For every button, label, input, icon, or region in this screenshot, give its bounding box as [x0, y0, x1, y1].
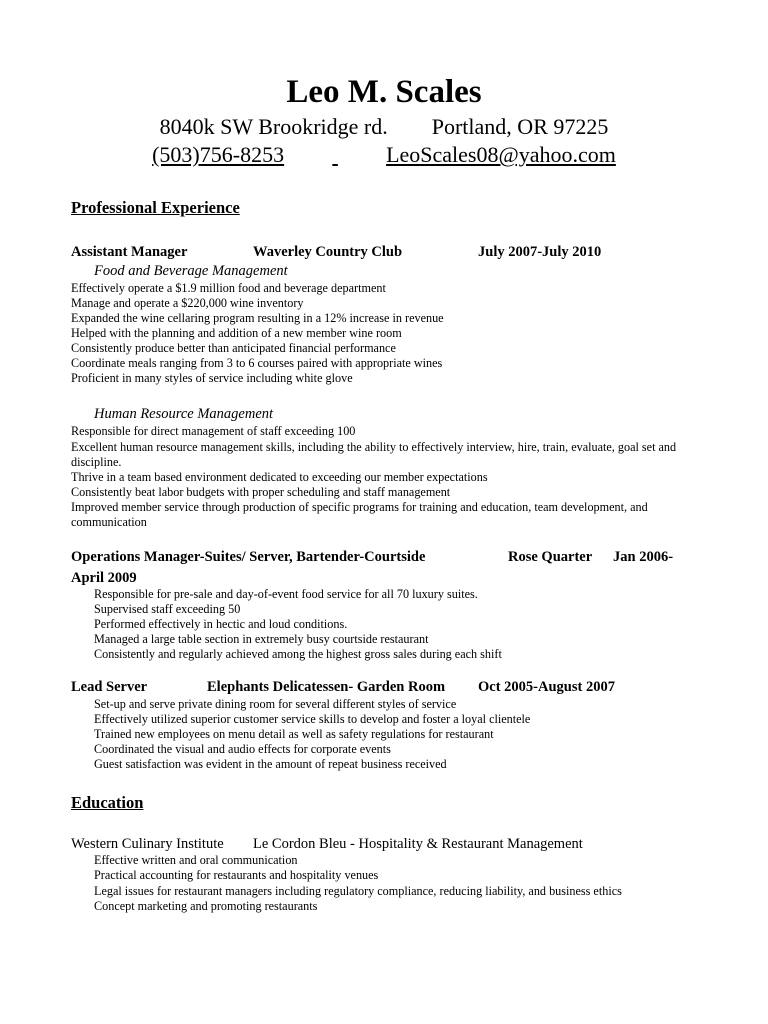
list-item: Responsible for direct management of staff exceeding 100	[71, 424, 356, 438]
list-item: Proficient in many styles of service including white glove	[71, 371, 353, 385]
list-item: Guest satisfaction was evident in the amount of repeat business received	[94, 757, 447, 771]
list-item: Consistently beat labor budgets with proper scheduling and staff management	[71, 485, 451, 499]
street-address: 8040k SW Brookridge rd.	[159, 114, 388, 139]
candidate-name: Leo M. Scales	[286, 74, 482, 110]
list-item: Consistently and regularly achieved among the highest gross sales during each shift	[94, 647, 502, 661]
job3-org: Elephants Delicatessen- Garden Room	[207, 679, 446, 695]
list-item: Managed a large table section in extremely busy courtside restaurant	[94, 632, 429, 646]
job1-subheading-fnb: Food and Beverage Management	[94, 263, 288, 279]
address-line	[0, 114, 768, 140]
job2-dates-end: April 2009	[71, 570, 137, 586]
education-school: Western Culinary Institute	[71, 836, 224, 852]
education-program: Le Cordon Bleu - Hospitality & Restaurant Management	[253, 836, 583, 852]
list-item: Trained new employees on menu detail as well as safety regulations for restaurant	[94, 727, 494, 741]
list-item: Thrive in a team based environment dedicated to exceeding our member expectations	[71, 470, 488, 484]
job1-subheading-hr: Human Resource Management	[94, 406, 274, 422]
job1-org: Waverley Country Club	[253, 244, 403, 260]
list-item: Effectively utilized superior customer service skills to develop and foster a loyal clientele	[94, 712, 531, 726]
list-item: Coordinate meals ranging from 3 to 6 courses paired with appropriate wines	[71, 356, 443, 370]
list-item: Legal issues for restaurant managers including regulatory compliance, reducing liability, and business ethics	[94, 884, 622, 898]
job2-org: Rose Quarter	[508, 549, 593, 565]
email-address: LeoScales08@yahoo.com	[386, 142, 616, 167]
list-item: Helped with the planning and addition of a new member wine room	[71, 326, 402, 340]
list-item: Set-up and serve private dining room for several different styles of service	[94, 697, 457, 711]
list-item: Improved member service through production of specific programs for training and education, team development, and	[71, 500, 648, 514]
job3-role: Lead Server	[71, 679, 148, 695]
contact-line	[0, 142, 768, 168]
job1-role: Assistant Manager	[71, 244, 188, 260]
list-item: Consistently produce better than anticipated financial performance	[71, 341, 396, 355]
section-title-education: Education	[71, 793, 144, 812]
job3-dates: Oct 2005-August 2007	[478, 679, 615, 695]
list-item: Coordinated the visual and audio effects for corporate events	[94, 742, 391, 756]
list-item: Performed effectively in hectic and loud conditions.	[94, 617, 348, 631]
phone-number: (503)756-8253	[152, 142, 285, 167]
job2-dates-start: Jan 2006-	[613, 549, 674, 565]
section-title-experience: Professional Experience	[71, 198, 240, 217]
list-item: Expanded the wine cellaring program resulting in a 12% increase in revenue	[71, 311, 444, 325]
city-state-zip: Portland, OR 97225	[431, 114, 609, 139]
list-item: Excellent human resource management skills, including the ability to effectively interview, hire, train, evaluate, goal set and	[71, 440, 677, 454]
list-item: Effective written and oral communication	[94, 853, 298, 867]
list-item: Manage and operate a $220,000 wine inventory	[71, 296, 304, 310]
list-item: Concept marketing and promoting restaurants	[94, 899, 318, 913]
list-item: communication	[71, 515, 147, 529]
list-item: discipline.	[71, 455, 122, 469]
list-item: Responsible for pre-sale and day-of-event food service for all 70 luxury suites.	[94, 587, 478, 601]
job1-dates: July 2007-July 2010	[478, 244, 602, 260]
list-item: Practical accounting for restaurants and hospitality venues	[94, 868, 379, 882]
job2-role: Operations Manager-Suites/ Server, Bartender-Courtside	[71, 549, 426, 565]
list-item: Effectively operate a $1.9 million food and beverage department	[71, 281, 386, 295]
list-item: Supervised staff exceeding 50	[94, 602, 241, 616]
